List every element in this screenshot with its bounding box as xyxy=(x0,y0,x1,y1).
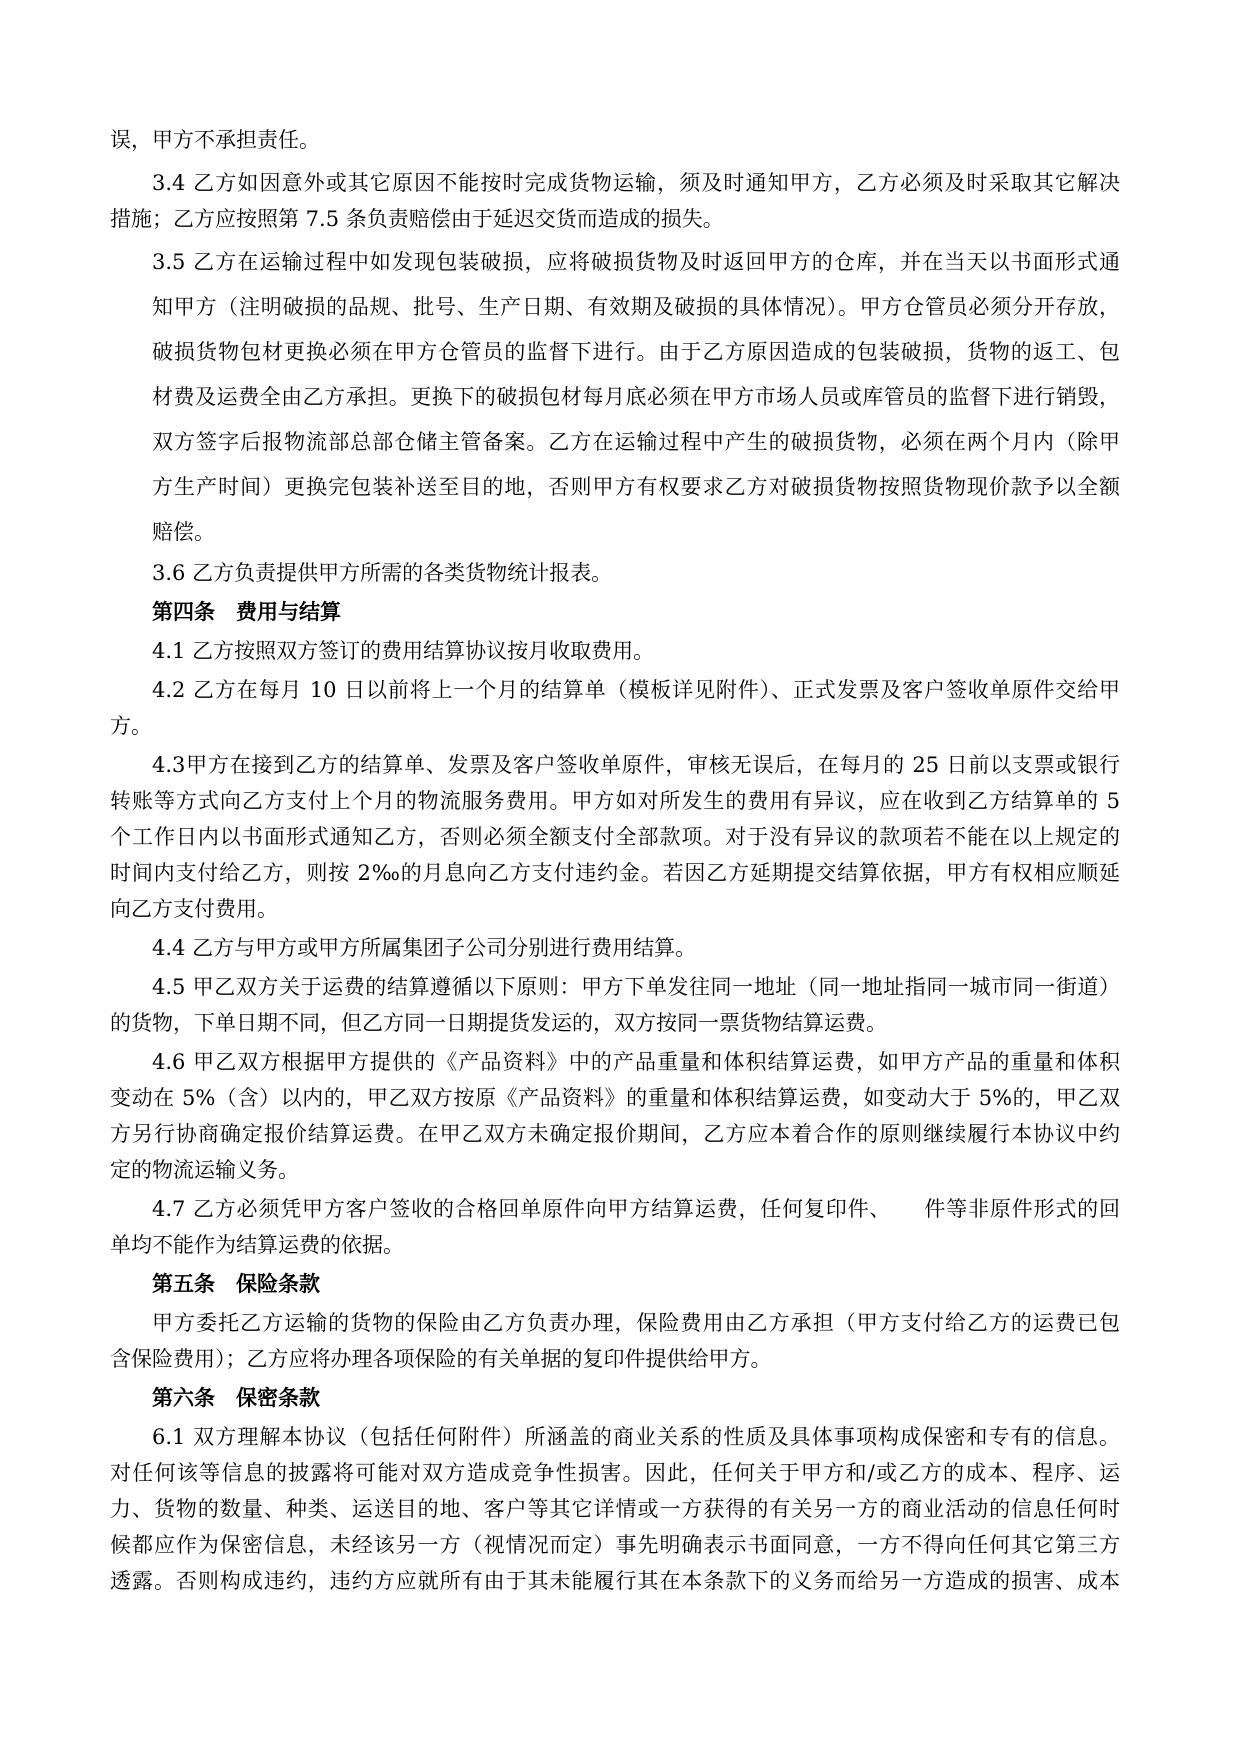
document-body xyxy=(110,122,1120,1599)
text-line: 4.6 甲乙双方根据甲方提供的《产品资料》中的产品重量和体积结算运费，如甲方产品的重量和体积 xyxy=(152,1050,1120,1074)
paragraph-4-4 xyxy=(110,930,1120,966)
text-line: 4.7 乙方必须凭甲方客户签收的合格回单原件向甲方结算运费，任何复印件、 件等非原件形式的回 xyxy=(152,1197,1120,1221)
text-line: 方生产时间）更换完包装补送至目的地，否则甲方有权要求乙方对破损货物按照货物现价款予以全额 xyxy=(152,475,1120,499)
paragraph-6-1 xyxy=(110,1419,1120,1599)
paragraph-4-2 xyxy=(110,672,1120,744)
paragraph-4-6 xyxy=(110,1044,1120,1188)
text-line: 个工作日内以书面形式通知乙方，否则必须全额支付全部款项。对于没有异议的款项若不能在以上规定的 xyxy=(110,825,1120,849)
text-line: 材费及运费全由乙方承担。更换下的破损包材每月底必须在甲方市场人员或库管员的监督下进行销毁， xyxy=(152,385,1120,409)
text-line: 力、货物的数量、种类、运送目的地、客户等其它详情或一方获得的有关另一方的商业活动的信息任何时 xyxy=(110,1497,1120,1521)
text-line: 破损货物包材更换必须在甲方仓管员的监督下进行。由于乙方原因造成的包装破损，货物的返工、包 xyxy=(152,340,1120,364)
text-line: 向乙方支付费用。 xyxy=(110,897,278,921)
text-line: 双方签字后报物流部总部仓储主管备案。乙方在运输过程中产生的破损货物，必须在两个月内（除甲 xyxy=(152,430,1120,454)
text-line: 3.5 乙方在运输过程中如发现包装破损，应将破损货物及时返回甲方的仓库，并在当天以书面形式通 xyxy=(152,250,1120,274)
text-line: 变动在 5%（含）以内的，甲乙双方按原《产品资料》的重量和体积结算运费，如变动大于 5%的，甲乙双 xyxy=(110,1086,1120,1110)
paragraph-continuation xyxy=(110,122,1120,158)
section-title: 保险条款 xyxy=(236,1271,320,1296)
text-line: 3.6 乙方负责提供甲方所需的各类货物统计报表。 xyxy=(152,561,613,585)
text-line: 误，甲方不承担责任。 xyxy=(110,128,320,152)
text-line: 方另行协商确定报价结算运费。在甲乙双方未确定报价期间，乙方应本着合作的原则继续履行本协议中约 xyxy=(110,1122,1120,1146)
paragraph-4-1 xyxy=(110,633,1120,669)
text-line: 6.1 双方理解本协议（包括任何附件）所涵盖的商业关系的性质及具体事项构成保密和专有的信息。 xyxy=(152,1425,1120,1449)
text-line: 时间内支付给乙方，则按 2‰的月息向乙方支付违约金。若因乙方延期提交结算依据，甲方有权相应顺延 xyxy=(110,861,1120,885)
text-line: 甲方委托乙方运输的货物的保险由乙方负责办理，保险费用由乙方承担（甲方支付给乙方的运费已包 xyxy=(152,1311,1120,1335)
paragraph-4-5 xyxy=(110,969,1120,1041)
paragraph-insurance xyxy=(110,1305,1120,1377)
text-line: 4.4 乙方与甲方或甲方所属集团子公司分别进行费用结算。 xyxy=(152,936,697,960)
section-title: 费用与结算 xyxy=(236,599,341,624)
paragraph-3-5 xyxy=(110,240,1120,555)
text-line: 含保险费用）；乙方应将办理各项保险的有关单据的复印件提供给甲方。 xyxy=(110,1347,772,1371)
text-line: 对任何该等信息的披露将可能对双方造成竞争性损害。因此，任何关于甲方和/或乙方的成本、程序、运 xyxy=(110,1461,1120,1485)
text-line: 4.5 甲乙双方关于运费的结算遵循以下原则：甲方下单发往同一地址（同一地址指同一城市同一街道） xyxy=(152,975,1120,999)
text-line: 3.4 乙方如因意外或其它原因不能按时完成货物运输，须及时通知甲方，乙方必须及时采取其它解决 xyxy=(152,171,1120,195)
text-line: 候都应作为保密信息，未经该另一方（视情况而定）事先明确表示书面同意，一方不得向任何其它第三方 xyxy=(110,1533,1120,1557)
text-line: 措施；乙方应按照第 7.5 条负责赔偿由于延迟交货而造成的损失。 xyxy=(110,207,724,231)
section-number: 第六条 xyxy=(152,1385,215,1410)
paragraph-3-4 xyxy=(110,165,1120,237)
text-line: 4.1 乙方按照双方签订的费用结算协议按月收取费用。 xyxy=(152,639,655,663)
section-heading-5 xyxy=(110,1266,1120,1302)
paragraph-3-6 xyxy=(110,555,1120,591)
text-line: 转账等方式向乙方支付上个月的物流服务费用。甲方如对所发生的费用有异议，应在收到乙方结算单的 5 xyxy=(110,789,1120,813)
text-line: 4.2 乙方在每月 10 日以前将上一个月的结算单（模板详见附件）、正式发票及客户签收单原件交给甲 xyxy=(152,678,1120,702)
text-line: 的货物，下单日期不同，但乙方同一日期提货发运的，双方按同一票货物结算运费。 xyxy=(110,1011,887,1035)
section-number: 第四条 xyxy=(152,599,215,624)
paragraph-4-3 xyxy=(110,747,1120,927)
section-heading-4 xyxy=(110,594,1120,630)
section-heading-6 xyxy=(110,1380,1120,1416)
text-line: 知甲方（注明破损的品规、批号、生产日期、有效期及破损的具体情况）。甲方仓管员必须分开存放， xyxy=(152,295,1120,319)
section-heading-line xyxy=(110,594,1120,630)
section-heading-line xyxy=(110,1266,1120,1302)
section-heading-line xyxy=(110,1380,1120,1416)
text-line: 透露。否则构成违约，违约方应就所有由于其未能履行其在本条款下的义务而给另一方造成的损害、成本 xyxy=(110,1569,1120,1593)
text-line: 单均不能作为结算运费的依据。 xyxy=(110,1233,404,1257)
paragraph-4-7 xyxy=(110,1191,1120,1263)
text-line: 4.3甲方在接到乙方的结算单、发票及客户签收单原件，审核无误后，在每月的 25 日前以支票或银行 xyxy=(152,753,1120,777)
text-line: 方。 xyxy=(110,714,152,738)
section-title: 保密条款 xyxy=(236,1385,320,1410)
text-line: 赔偿。 xyxy=(152,520,215,544)
text-line: 定的物流运输义务。 xyxy=(110,1158,299,1182)
section-number: 第五条 xyxy=(152,1271,215,1296)
